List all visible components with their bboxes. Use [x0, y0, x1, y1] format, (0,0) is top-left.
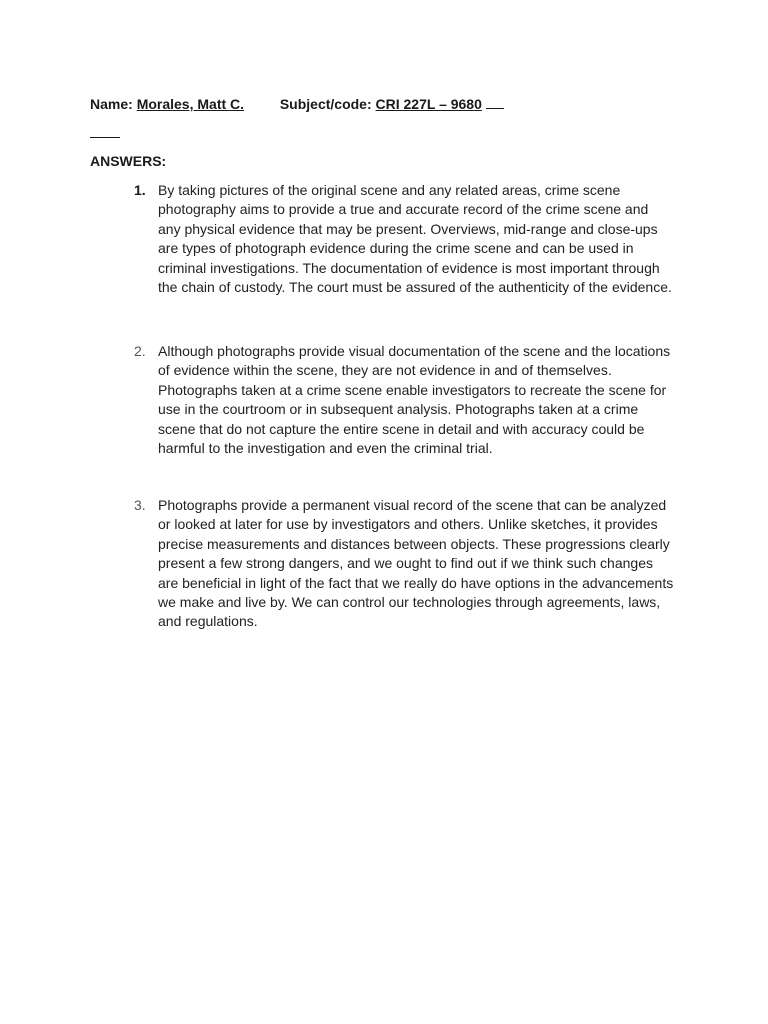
answer-number-2: 2.	[134, 343, 146, 359]
answer-text-1: By taking pictures of the original scene and any related areas, crime scene photography aims to provide a true and accurate record of the crime scene and any physical evidence that may be present. Overviews, mid-range and close-ups are types of photograph evidence during the crime scene and can be used in criminal investigations. The documentation of evidence is most important through the chain of custody. The court must be assured of the authenticity of the evidence.	[158, 182, 672, 296]
answers-heading: ANSWERS:	[90, 153, 167, 169]
subject-underline-trail	[486, 94, 504, 109]
answer-text-3: Photographs provide a permanent visual record of the scene that can be analyzed or looked at later for use by investigators and others. Unlike sketches, it provides precise measurements and distances between objects. These progressions clearly present a few strong dangers, and we ought to find out if we think such changes are beneficial in light of the fact that we really do have options in the advancements we make and live by. We can control our technologies through agreements, laws, and regulations.	[158, 497, 674, 630]
name-label: Name:	[90, 96, 133, 112]
subject-value: CRI 227L – 9680	[375, 96, 482, 112]
answer-item-1	[134, 181, 674, 297]
answer-item-2	[134, 342, 674, 458]
name-value: Morales, Matt C.	[136, 96, 245, 112]
subject-label: Subject/code:	[279, 96, 372, 112]
header-underline-continuation	[90, 137, 120, 138]
answer-text-2: Although photographs provide visual documentation of the scene and the locations of evidence within the scene, they are not evidence in and of themselves. Photographs taken at a crime scene enable investigators to recreate the scene for use in the courtroom or in subsequent analysis. Photographs taken at a crime scene that do not capture the entire scene in detail and with accuracy could be harmful to the investigation and even the criminal trial.	[158, 343, 671, 457]
document-header	[90, 94, 504, 113]
answer-number-1: 1.	[134, 182, 146, 198]
answer-item-3	[134, 496, 674, 632]
answer-number-3: 3.	[134, 497, 146, 513]
